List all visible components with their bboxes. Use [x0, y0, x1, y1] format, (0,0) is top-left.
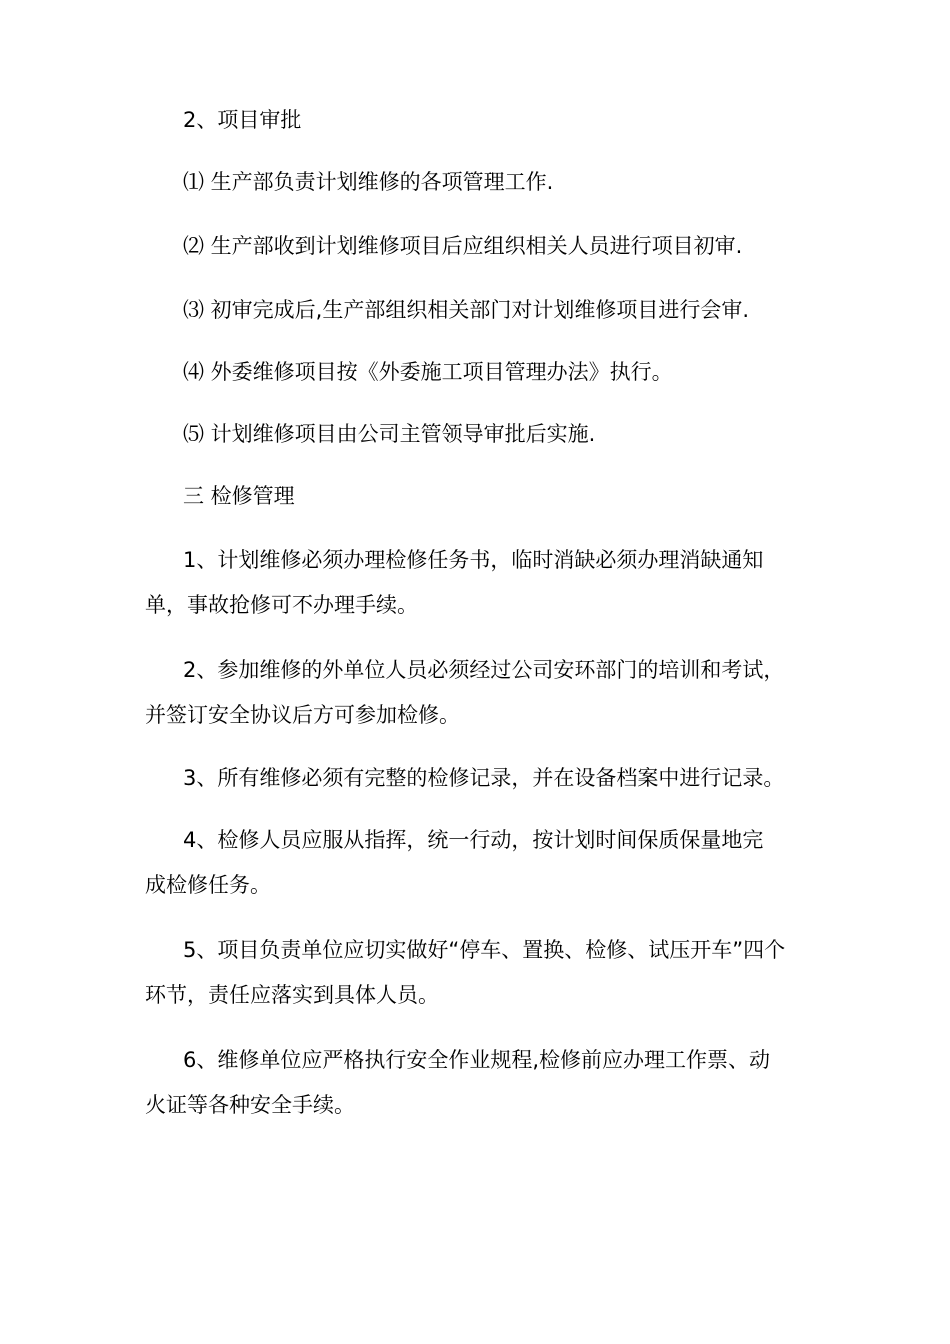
text-line: ⑵ 生产部收到计划维修项目后应组织相关人员进行项目初审. — [183, 234, 743, 258]
paragraph-maintenance-management-heading — [145, 474, 813, 519]
text-line: ⑴ 生产部负责计划维修的各项管理工作. — [183, 170, 554, 194]
text-line: 2、项目审批 — [183, 108, 302, 132]
paragraph-approval-item-4 — [145, 350, 813, 395]
text-line: 环节，责任应落实到具体人员。 — [145, 983, 439, 1007]
text-line: 三 检修管理 — [183, 484, 295, 508]
text-line: 4、检修人员应服从指挥，统一行动，按计划时间保质保量地完 — [183, 828, 764, 852]
text-line: ⑷ 外委维修项目按《外委施工项目管理办法》执行。 — [183, 360, 673, 384]
text-line: 1、计划维修必须办理检修任务书，临时消缺必须办理消缺通知 — [183, 548, 764, 572]
text-line: 2、参加维修的外单位人员必须经过公司安环部门的培训和考试， — [183, 658, 785, 682]
text-line: 3、所有维修必须有完整的检修记录，并在设备档案中进行记录。 — [183, 766, 785, 790]
text-line: 火证等各种安全手续。 — [145, 1093, 355, 1117]
paragraph-approval-item-5 — [145, 412, 813, 457]
paragraph-management-item-3 — [145, 756, 813, 801]
text-line: 并签订安全协议后方可参加检修。 — [145, 703, 460, 727]
text-line: 6、维修单位应严格执行安全作业规程,检修前应办理工作票、动 — [183, 1048, 771, 1072]
paragraph-approval-item-3 — [145, 288, 813, 333]
text-line: ⑸ 计划维修项目由公司主管领导审批后实施. — [183, 422, 596, 446]
paragraph-management-item-2 — [145, 648, 813, 738]
paragraph-approval-item-2 — [145, 224, 813, 269]
text-line: 成检修任务。 — [145, 873, 271, 897]
paragraph-project-approval-heading — [145, 98, 813, 143]
paragraph-management-item-1 — [145, 538, 813, 628]
text-line: ⑶ 初审完成后,生产部组织相关部门对计划维修项目进行会审. — [183, 298, 750, 322]
paragraph-management-item-6 — [145, 1038, 813, 1128]
paragraph-approval-item-1 — [145, 160, 813, 205]
paragraph-management-item-5 — [145, 928, 813, 1018]
paragraph-management-item-4 — [145, 818, 813, 908]
text-line: 5、项目负责单位应切实做好“停车、置换、检修、试压开车”四个 — [183, 938, 786, 962]
text-line: 单，事故抢修可不办理手续。 — [145, 593, 418, 617]
